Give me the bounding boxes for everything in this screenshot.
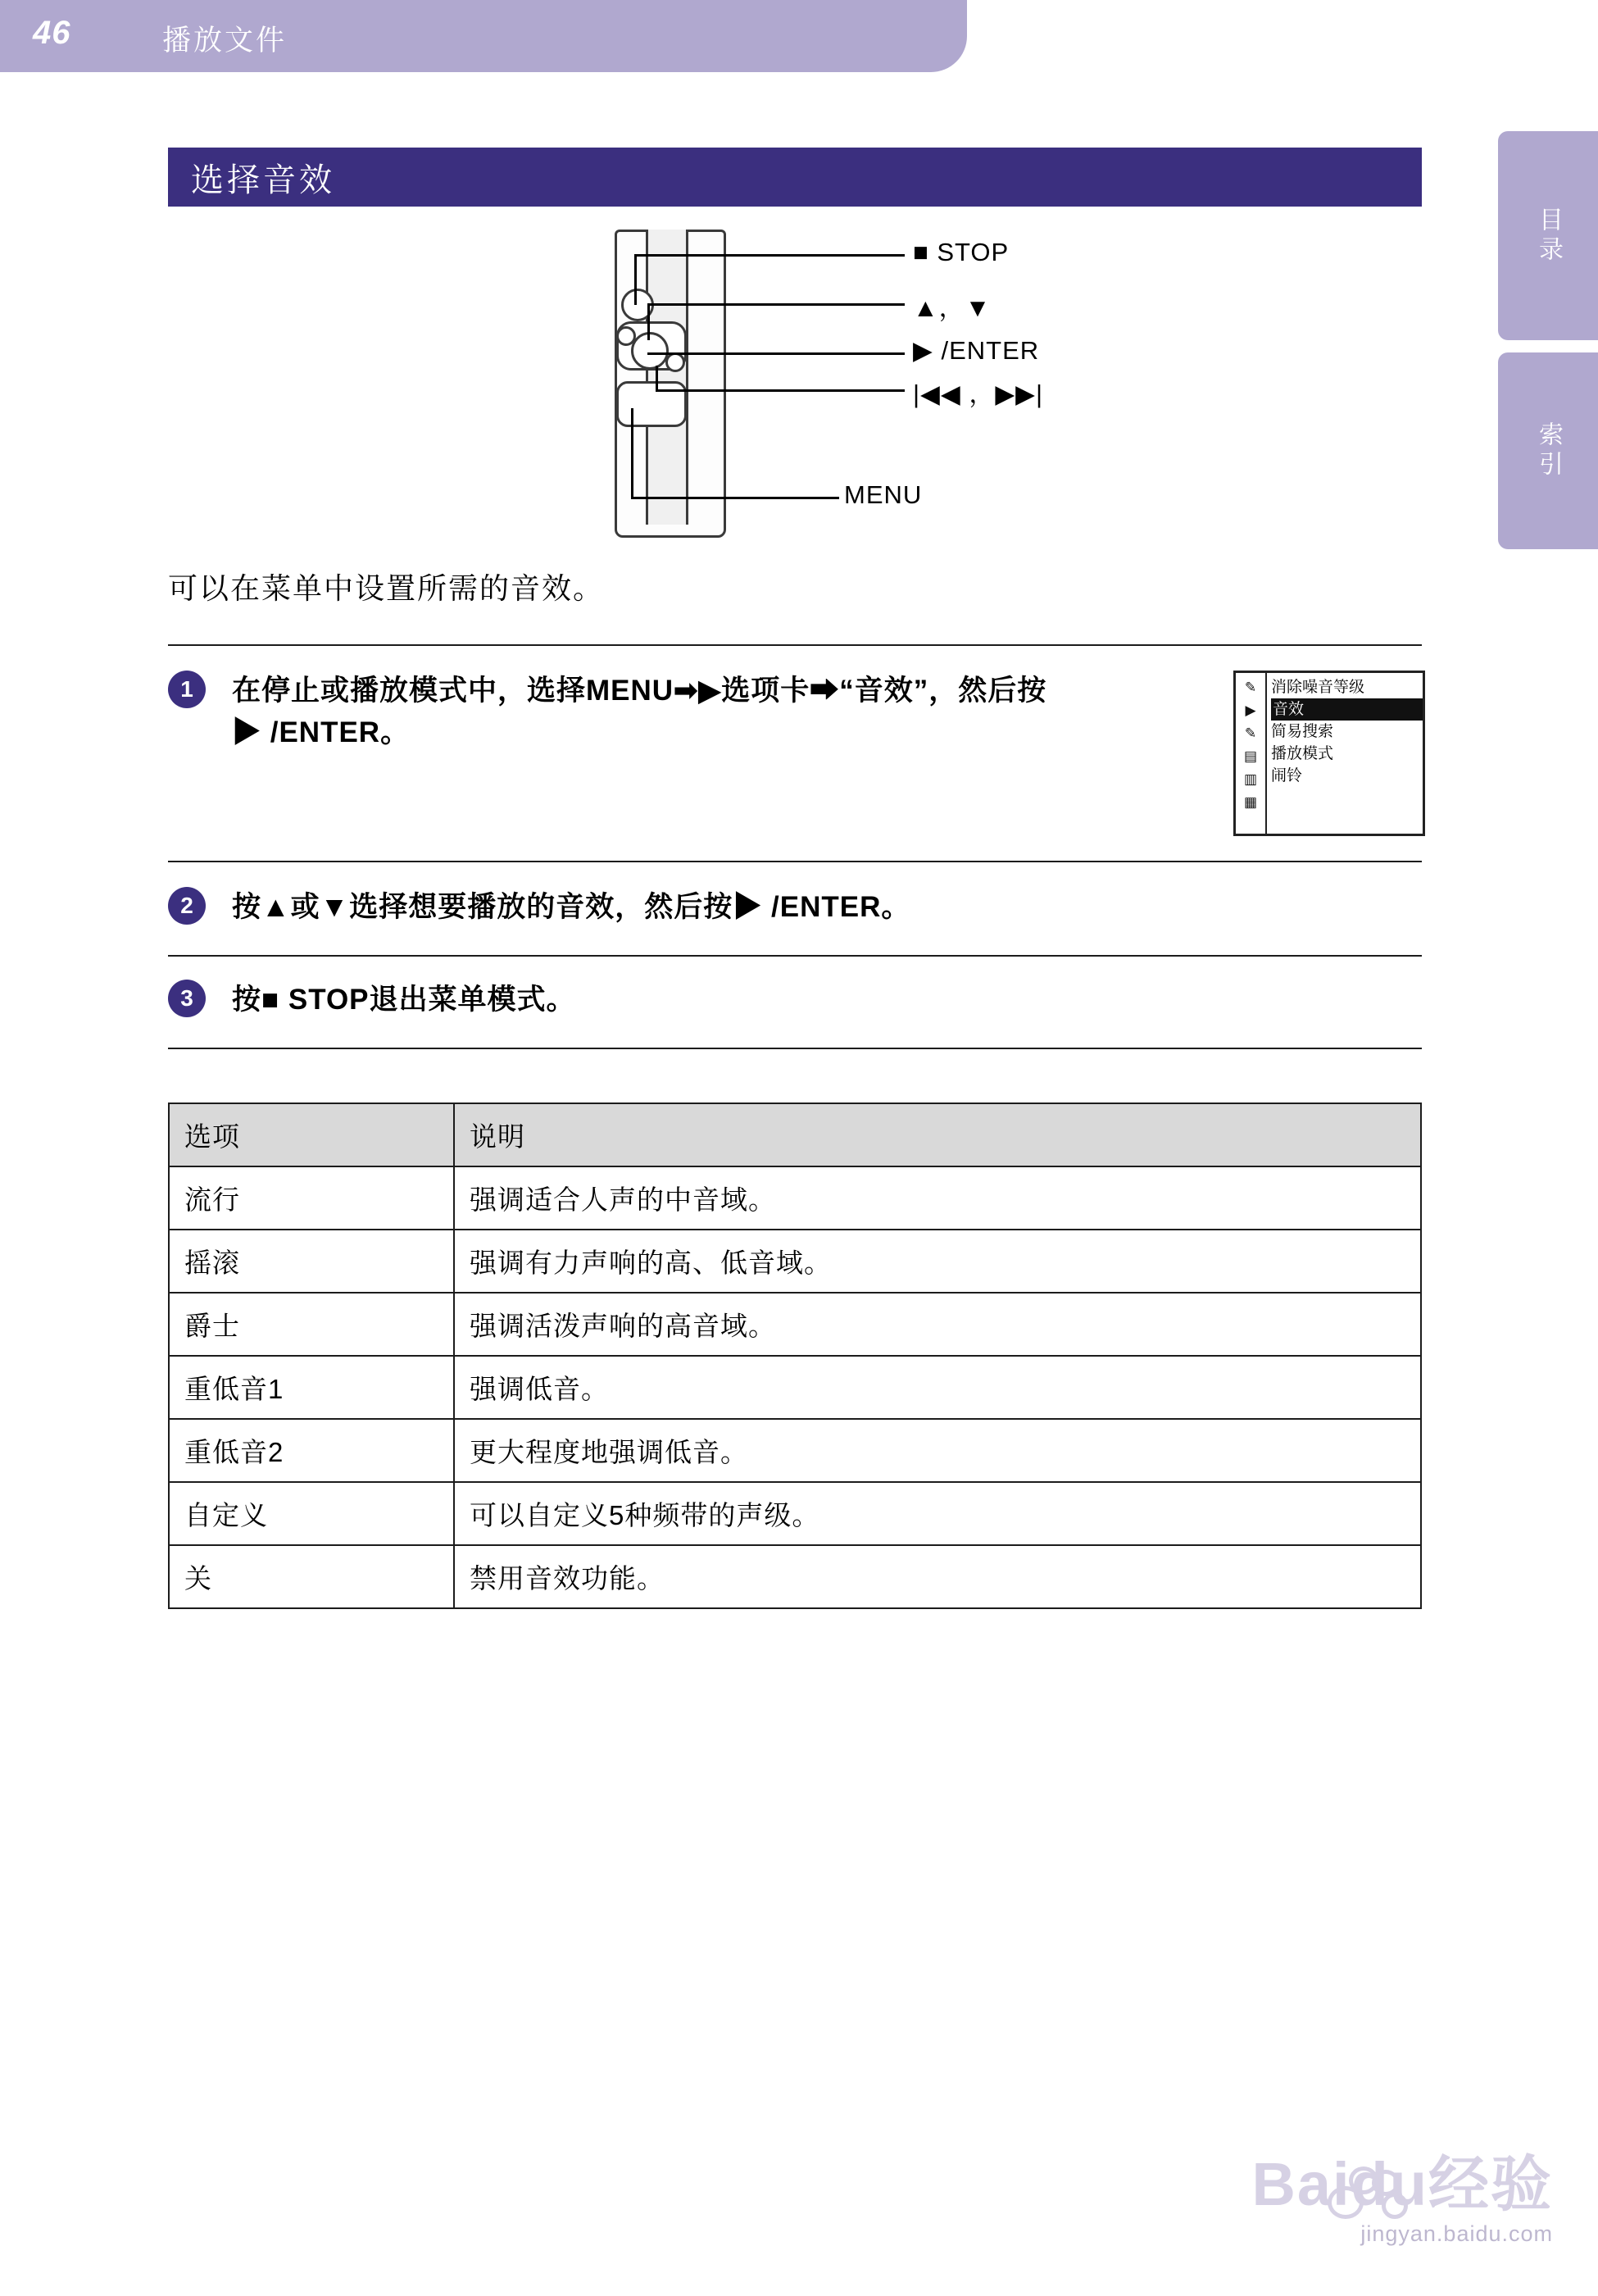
table-cell-description: 可以自定义5种频带的声级。 bbox=[454, 1482, 1421, 1545]
intro-text: 可以在菜单中设置所需的音效。 bbox=[168, 571, 605, 605]
rule-above-step-3 bbox=[168, 955, 1422, 957]
lcd-menu-item-effect[interactable]: 音效 bbox=[1271, 698, 1423, 721]
step-2-text: 按▲或▼选择想要播放的音效，然后按▶ /ENTER。 bbox=[232, 891, 911, 923]
table-cell-option: 关 bbox=[169, 1545, 454, 1608]
table-cell-description: 禁用音效功能。 bbox=[454, 1545, 1421, 1608]
device-next-button-shape bbox=[665, 352, 685, 372]
table-row bbox=[169, 1482, 1421, 1545]
side-tab-contents-label: 目录 bbox=[1535, 206, 1562, 266]
lcd-menu-item-alarm[interactable]: 闹铃 bbox=[1271, 767, 1303, 784]
table-cell-option: 自定义 bbox=[169, 1482, 454, 1545]
play-icon: ▶ bbox=[1245, 702, 1256, 718]
device-prev-button-shape bbox=[616, 326, 636, 346]
leader-stop-horizontal bbox=[634, 254, 905, 257]
device-inner-panel bbox=[646, 230, 688, 525]
side-tab-index[interactable] bbox=[1498, 352, 1598, 549]
table-row bbox=[169, 1356, 1421, 1419]
table-cell-option: 摇滚 bbox=[169, 1230, 454, 1293]
table-row bbox=[169, 1230, 1421, 1293]
step-1-text: 在停止或播放模式中，选择MENU➡▶选项卡➡“音效”，然后按▶ /ENTER。 bbox=[232, 675, 1047, 748]
table-cell-option: 重低音1 bbox=[169, 1356, 454, 1419]
watermark-sub-text: jingyan.baidu.com bbox=[1360, 2221, 1553, 2246]
device-lower-button-shape bbox=[616, 381, 687, 427]
lcd-menu-item-play-mode[interactable]: 播放模式 bbox=[1271, 745, 1334, 762]
leader-menu-v bbox=[631, 408, 633, 497]
section-title: 选择音效 bbox=[191, 161, 335, 198]
table-row bbox=[169, 1419, 1421, 1482]
side-tab-contents[interactable] bbox=[1498, 131, 1598, 340]
settings-icon: ▦ bbox=[1243, 794, 1258, 810]
table-cell-description: 强调适合人声的中音域。 bbox=[454, 1166, 1421, 1230]
rule-above-step-1 bbox=[168, 644, 1422, 646]
leader-updown-v bbox=[647, 303, 650, 340]
page-number: 46 bbox=[33, 15, 71, 51]
table-cell-description: 更大程度地强调低音。 bbox=[454, 1419, 1421, 1482]
step-3-text: 按■ STOP退出菜单模式。 bbox=[232, 984, 576, 1016]
pencil-icon: ✎ bbox=[1244, 680, 1257, 695]
watermark-main-text: Baidu经验 bbox=[1251, 2150, 1553, 2218]
table-row bbox=[169, 1166, 1421, 1230]
edit-icon: ✎ bbox=[1244, 725, 1257, 741]
table-cell-option: 重低音2 bbox=[169, 1419, 454, 1482]
table-cell-description: 强调活泼声响的高音域。 bbox=[454, 1293, 1421, 1356]
lcd-icon-column bbox=[1236, 673, 1267, 834]
device-illustration bbox=[574, 221, 1115, 549]
leader-updown bbox=[647, 303, 905, 306]
rule-below-step-3 bbox=[168, 1048, 1422, 1049]
device-enter-button-shape bbox=[631, 332, 669, 370]
table-header-description: 说明 bbox=[454, 1103, 1421, 1166]
chapter-title: 播放文件 bbox=[162, 25, 288, 57]
section-title-bar bbox=[168, 148, 1422, 207]
step-3-number: 3 bbox=[168, 980, 206, 1017]
watermark bbox=[1251, 2150, 1553, 2247]
callout-updown: ▲，▼ bbox=[913, 293, 992, 322]
callout-enter: ▶ /ENTER bbox=[913, 336, 1040, 365]
table-cell-option: 爵士 bbox=[169, 1293, 454, 1356]
table-cell-description: 强调低音。 bbox=[454, 1356, 1421, 1419]
step-2 bbox=[168, 887, 1069, 929]
leader-seek-v bbox=[656, 366, 658, 389]
leader-enter bbox=[647, 352, 905, 355]
leader-seek bbox=[656, 389, 905, 392]
step-3 bbox=[168, 980, 1069, 1021]
step-2-number: 2 bbox=[168, 887, 206, 925]
page-header-band bbox=[0, 0, 967, 72]
lcd-menu-screenshot bbox=[1233, 671, 1425, 836]
leader-menu bbox=[631, 497, 839, 499]
step-1 bbox=[168, 671, 1069, 754]
sound-effect-table bbox=[168, 1103, 1422, 1609]
lcd-menu-item-noise-level[interactable]: 消除噪音等级 bbox=[1271, 679, 1365, 696]
table-row bbox=[169, 1545, 1421, 1608]
rule-above-step-2 bbox=[168, 861, 1422, 862]
table-cell-description: 强调有力声响的高、低音域。 bbox=[454, 1230, 1421, 1293]
display-icon: ▤ bbox=[1243, 748, 1258, 764]
lcd-menu-item-easy-search[interactable]: 简易搜索 bbox=[1271, 723, 1334, 740]
side-tab-index-label: 索引 bbox=[1535, 421, 1562, 480]
table-header-option: 选项 bbox=[169, 1103, 454, 1166]
lcd-menu-list bbox=[1267, 673, 1423, 834]
callout-menu: MENU bbox=[844, 480, 923, 509]
callout-seek: |◀◀ ，▶▶| bbox=[913, 380, 1044, 408]
table-cell-option: 流行 bbox=[169, 1166, 454, 1230]
table-row bbox=[169, 1293, 1421, 1356]
leader-stop-vertical bbox=[634, 254, 637, 305]
step-1-number: 1 bbox=[168, 671, 206, 708]
folder-icon: ▥ bbox=[1243, 771, 1258, 787]
callout-stop: ■ STOP bbox=[913, 238, 1010, 266]
table-header-row bbox=[169, 1103, 1421, 1166]
